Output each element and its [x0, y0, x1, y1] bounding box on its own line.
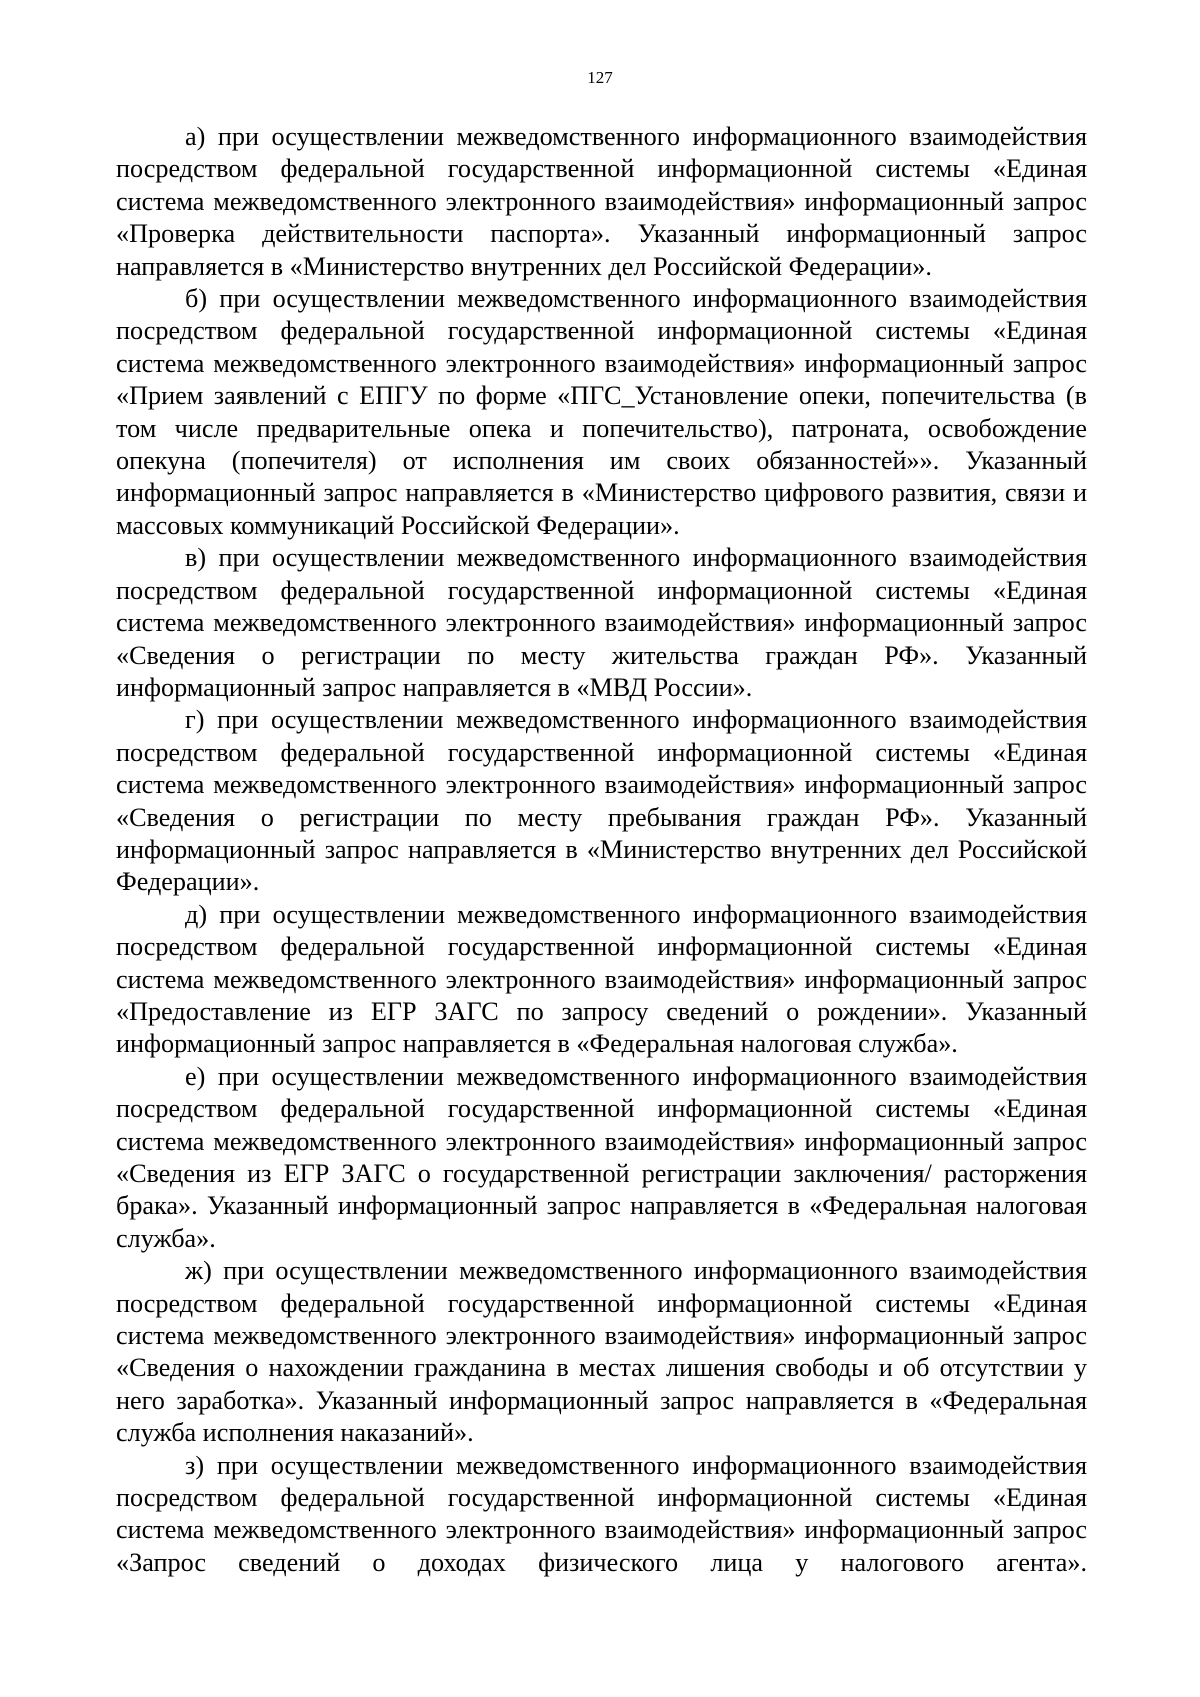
page-number: 127	[587, 68, 613, 87]
paragraph-e: е) при осуществлении межведомственного информационного взаимодействия посредством федеральной государственной информационной системы «Единая система межведомственного электронного взаимодействия» информационный запрос «Сведения из ЕГР ЗАГС о государственной регистрации заключения/ расторжения брака». Указанный информационный запрос направляется в «Федеральная налоговая служба».	[116, 1061, 1087, 1253]
paragraph-g: г) при осуществлении межведомственного информационного взаимодействия посредством федеральной государственной информационной системы «Единая система межведомственного электронного взаимодействия» информационный запрос «Сведения о регистрации по месту пребывания граждан РФ». Указанный информационный запрос направляется в «Министерство внутренних дел Российской Федерации».	[116, 705, 1087, 897]
paragraph-v: в) при осуществлении межведомственного информационного взаимодействия посредством федеральной государственной информационной системы «Единая система межведомственного электронного взаимодействия» информационный запрос «Сведения о регистрации по месту жительства граждан РФ». Указанный информационный запрос направляется в «МВД России».	[116, 543, 1087, 702]
paragraph-d: д) при осуществлении межведомственного информационного взаимодействия посредством федеральной государственной информационной системы «Единая система межведомственного электронного взаимодействия» информационный запрос «Предоставление из ЕГР ЗАГС по запросу сведений о рождении». Указанный информационный запрос направляется в «Федеральная налоговая служба».	[116, 899, 1087, 1059]
paragraph-a: а) при осуществлении межведомственного информационного взаимодействия посредством федеральной государственной информационной системы «Единая система межведомственного электронного взаимодействия» информационный запрос «Проверка действительности паспорта». Указанный информационный запрос направляется в «Министерство внутренних дел Российской Федерации».	[116, 122, 1087, 281]
document-body	[116, 121, 1087, 1579]
paragraph-zh: ж) при осуществлении межведомственного информационного взаимодействия посредством федеральной государственной информационной системы «Единая система межведомственного электронного взаимодействия» информационный запрос «Сведения о нахождении гражданина в местах лишения свободы и об отсутствии у него заработка». Указанный информационный запрос направляется в «Федеральная служба исполнения наказаний».	[116, 1256, 1087, 1448]
paragraph-b: б) при осуществлении межведомственного информационного взаимодействия посредством федеральной государственной информационной системы «Единая система межведомственного электронного взаимодействия» информационный запрос «Прием заявлений с ЕПГУ по форме «ПГС_Установление опеки, попечительства (в том числе предварительные опека и попечительство), патроната, освобождение опекуна (попечителя) от исполнения им своих обязанностей»». Указанный информационный запрос направляется в «Министерство цифрового развития, связи и массовых коммуникаций Российской Федерации».	[116, 284, 1087, 540]
paragraph-z: з) при осуществлении межведомственного информационного взаимодействия посредством федеральной государственной информационной системы «Единая система межведомственного электронного взаимодействия» информационный запрос «Запрос сведений о доходах физического лица у налогового агента».	[116, 1450, 1087, 1577]
